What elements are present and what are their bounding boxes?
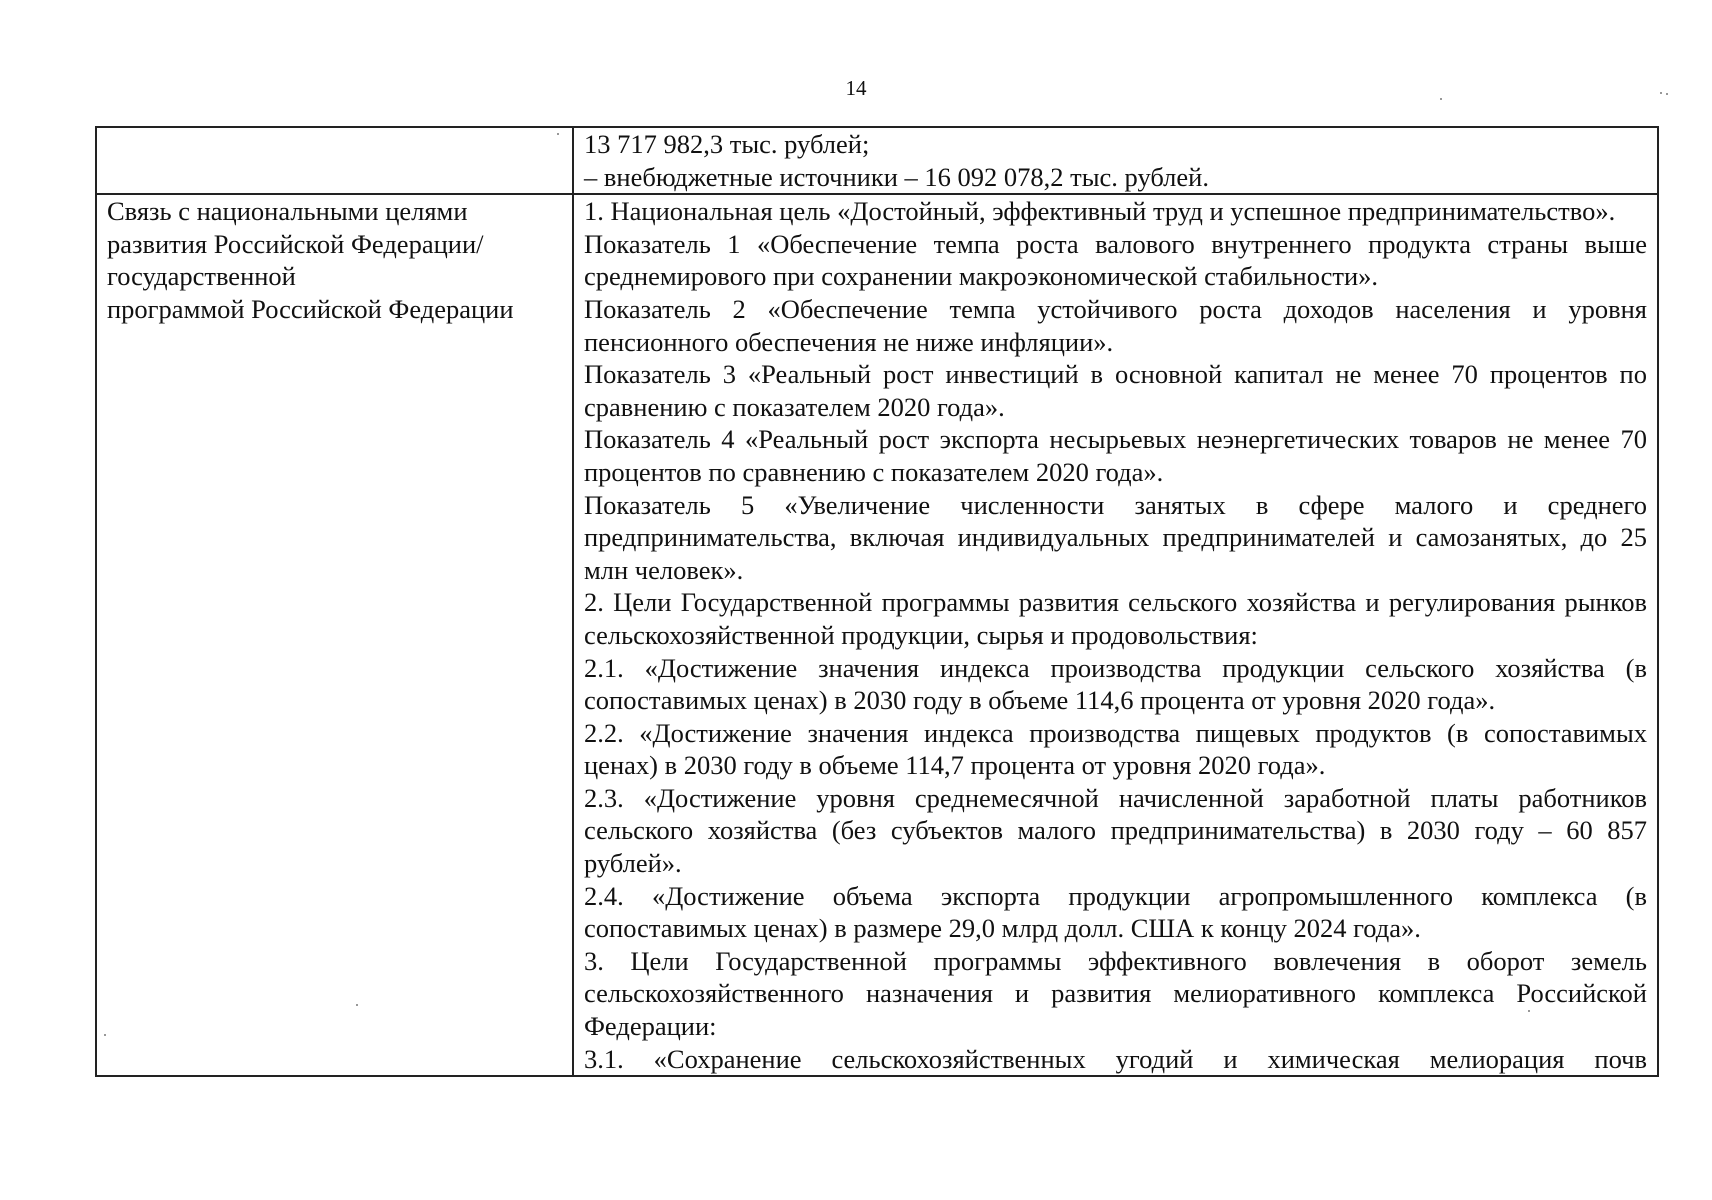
program-goals-paragraph: 2. Цели Государственной программы развития сельского хозяйства и регулирования рынков сельскохозяйственной продукции, сырья и продовольствия: bbox=[584, 587, 1647, 650]
table-row-funding bbox=[96, 127, 1658, 194]
program-goal-item: 2.4. «Достижение объема экспорта продукции агропромышленного комплекса (в сопоставимых ценах) в размере 29,0 млрд долл. США к концу 2024 года». bbox=[584, 880, 1647, 944]
goal-paragraph: 1. Национальная цель «Достойный, эффективный труд и успешное предпринимательство». bbox=[584, 196, 1616, 227]
program-goal-item: 2.3. «Достижение уровня среднемесячной начисленной заработной платы работников сельского хозяйства (без субъектов малого предпринимательства) в 2030 году – 60 857 рублей». bbox=[584, 782, 1647, 879]
label-line: Связь с национальными целями bbox=[107, 196, 468, 227]
label-line: государственной bbox=[107, 261, 296, 292]
program-goal-item: 2.1. «Достижение значения индекса производства продукции сельского хозяйства (в сопоставимых ценах) в 2030 году в объеме 114,6 процента от уровня 2020 года». bbox=[584, 652, 1647, 716]
program-goal-item: 2.2. «Достижение значения индекса производства пищевых продуктов (в сопоставимых ценах) в 2030 году в объеме 114,7 процента от уровня 2020 года». bbox=[584, 717, 1647, 781]
row-label-empty bbox=[96, 127, 573, 194]
page-number: 14 bbox=[845, 76, 867, 100]
passport-table bbox=[95, 126, 1659, 1077]
indicator-paragraph: Показатель 2 «Обеспечение темпа устойчивого роста доходов населения и уровня пенсионного обеспечения не ниже инфляции». bbox=[584, 293, 1647, 357]
label-line: развития Российской Федерации/ bbox=[107, 228, 484, 259]
program-goals-paragraph: 3. Цели Государственной программы эффективного вовлечения в оборот земель сельскохозяйственного назначения и развития мелиоративного комплекса Российской Федерации: bbox=[584, 945, 1647, 1042]
indicator-paragraph: Показатель 5 «Увеличение численности занятых в сфере малого и среднего предпринимательства, включая индивидуальных предпринимателей и самозанятых, до 25 млн человек». bbox=[584, 489, 1647, 585]
funding-cell bbox=[573, 127, 1658, 194]
label-line: программой Российской Федерации bbox=[107, 293, 514, 324]
funding-line: 13 717 982,3 тыс. рублей; bbox=[584, 129, 870, 159]
table-row-national-goals bbox=[96, 194, 1658, 1076]
national-goals-content bbox=[573, 194, 1658, 1076]
row-label-national-goals bbox=[96, 194, 573, 1076]
indicator-paragraph: Показатель 4 «Реальный рост экспорта несырьевых неэнергетических товаров не менее 70 процентов по сравнению с показателем 2020 года». bbox=[584, 424, 1647, 487]
indicator-paragraph: Показатель 1 «Обеспечение темпа роста валового внутреннего продукта страны выше среднемирового при сохранении макроэкономической стабильности». bbox=[584, 228, 1647, 292]
funding-line: – внебюджетные источники – 16 092 078,2 тыс. рублей. bbox=[584, 161, 1209, 192]
program-goal-item: 3.1. «Сохранение сельскохозяйственных угодий и химическая мелиорация почв bbox=[584, 1043, 1647, 1074]
indicator-paragraph: Показатель 3 «Реальный рост инвестиций в основной капитал не менее 70 процентов по сравнению с показателем 2020 года». bbox=[584, 359, 1647, 422]
